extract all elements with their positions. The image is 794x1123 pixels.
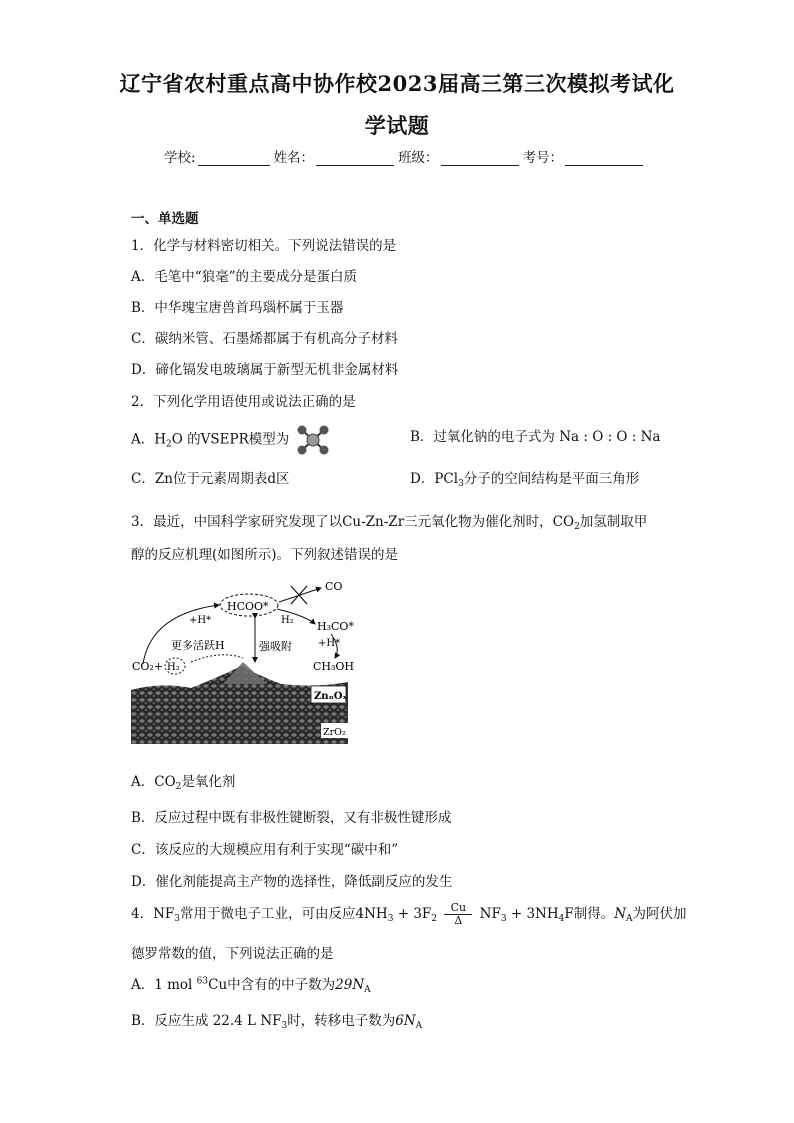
question-2-stem: 2．下列化学用语使用或说法正确的是 — [131, 394, 356, 410]
co2-plus-label: CO₂+ — [132, 660, 164, 673]
vsepr-molecule-icon — [296, 425, 330, 455]
question-1-option-b: B．中华瑰宝唐兽首玛瑙杯属于玉器 — [131, 300, 344, 316]
zro2-label: ZrO₂ — [323, 727, 346, 738]
question-4-stem: 4．$NF_3$常用于微电子工业，可由反应$4NH_3 + 3F_2$ $\frac{Cu}{\Delta}$ $NF_3 + 3NH_4F$制得。$N_A$为阿伏加 — [131, 901, 687, 927]
h3co-label: H₃CO* — [317, 620, 354, 633]
student-info — [164, 146, 647, 166]
question-3-option-a: A．$CO_2$是氧化剂 — [131, 774, 236, 792]
question-1-option-a: A．毛笔中“狼毫”的主要成分是蛋白质 — [131, 269, 358, 285]
h2-label: H₂ — [167, 662, 180, 673]
page-title: 辽宁省农村重点高中协作校2023届高三第三次模拟考试化 — [119, 71, 675, 96]
question-1-stem: 1．化学与材料密切相关。下列说法错误的是 — [131, 238, 397, 254]
ch3oh-label: CH₃OH — [313, 660, 355, 673]
question-2-option-d: D．PCl$_3$分子的空间结构是平面三角形 — [410, 471, 640, 489]
school-field[interactable]: 学校: — [164, 146, 270, 166]
question-3-stem: 3．最近，中国科学家研究发现了以Cu-Zn-Zr三元氧化物为催化剂时，$CO_2$加氢制取甲 — [131, 514, 648, 532]
exam-number-field[interactable]: 考号： — [523, 146, 644, 166]
question-3-stem-continued: 醇的反应机理(如图所示)。下列叙述错误的是 — [131, 547, 399, 563]
question-2-option-a: A．$H_2O$ 的VSEPR模型为 — [131, 425, 330, 455]
question-4-option-b: B．反应生成 22.4 L $NF_3$时，转移电子数为$6N_A$ — [131, 1013, 423, 1031]
question-4-stem-continued: 德罗常数的值，下列说法正确的是 — [131, 946, 334, 962]
question-3-option-c: C．该反应的大规模应用有利于实现“碳中和” — [131, 842, 399, 858]
hcoo-label: HCOO* — [227, 600, 269, 613]
znox-label: ZnₙOₓ — [314, 691, 348, 702]
reaction-condition: $\frac{Cu}{\Delta}$ — [444, 902, 472, 927]
plus-h-left: +H* — [189, 615, 212, 626]
question-4-option-a: A．1 mol $^{63}$Cu中含有的中子数为$29N_A$ — [131, 976, 371, 995]
more-active-h-label: 更多活跃H — [171, 639, 225, 652]
section-heading: 一、单选题 — [131, 211, 199, 227]
reaction-mechanism-diagram — [131, 578, 355, 744]
question-3-option-b: B．反应过程中既有非极性键断裂，又有非极性键形成 — [131, 810, 452, 826]
question-1-option-c: C．碳纳米管、石墨烯都属于有机高分子材料 — [131, 331, 398, 347]
name-field[interactable]: 姓名： — [274, 146, 395, 166]
plus-h-lower: +H* — [318, 638, 341, 649]
question-1-option-d: D．碲化镉发电玻璃属于新型无机非金属材料 — [131, 362, 399, 378]
question-3-option-d: D．催化剂能提高主产物的选择性，降低副反应的发生 — [131, 874, 453, 890]
plus-h-right: H₂ — [281, 615, 294, 626]
page-title-continued: 学试题 — [364, 113, 430, 138]
question-2-option-b: B．过氧化钠的电子式为 Na : O : O : Na — [410, 429, 661, 445]
class-field[interactable]: 班级： — [398, 146, 519, 166]
strong-adsorption-label: 强吸附 — [259, 640, 292, 653]
co-label: CO — [325, 580, 343, 593]
question-2-option-c: C．Zn位于元素周期表d区 — [131, 471, 290, 487]
